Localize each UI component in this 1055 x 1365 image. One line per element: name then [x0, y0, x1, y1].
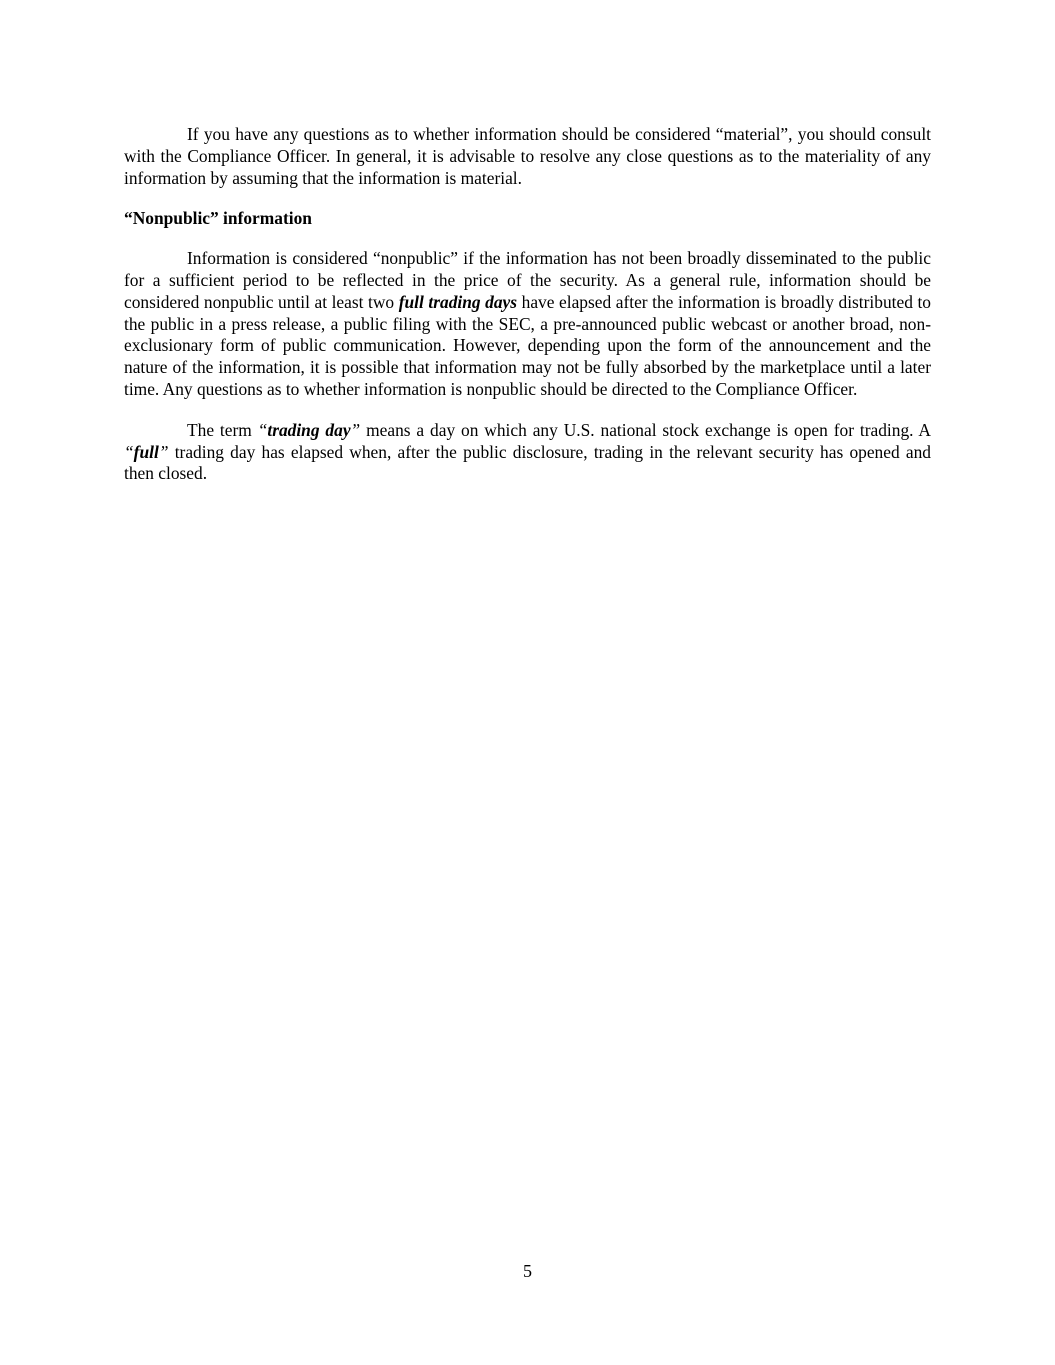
paragraph-text: have elapsed after the information is broadly distributed to the public in a press release, a public filing with the SEC, a pre-announced public webcast or another broad, non-exclusionary form of public communication. However, depending upon the form of the announcement and the nature of the information, it is possible that information may not be fully absorbed by the marketplace until a later time. Any questions as to whether information is nonpublic should be directed to the Compliance Officer. [124, 291, 931, 399]
paragraph-text: means a day on which any U.S. national stock exchange is open for trading. A [360, 419, 931, 440]
paragraph-text: Information is considered “nonpublic” if the information has not been broadly disseminated to the public for a sufficient period to be reflected in the price of the security. As a general rule, information should be considered nonpublic until at least two [124, 248, 931, 312]
quote-mark: ” [350, 419, 361, 440]
paragraph-trading-day-definition [124, 420, 931, 485]
quote-mark: “ [257, 419, 268, 440]
term-trading-day: trading day [267, 419, 351, 440]
section-heading-nonpublic: “Nonpublic” information [124, 208, 312, 229]
quote-mark: “ [124, 441, 134, 462]
document-body [124, 124, 931, 485]
term-full: full [133, 441, 159, 462]
emphasis-full-trading-days: full trading days [398, 291, 518, 312]
paragraph-text: The term [187, 419, 258, 440]
paragraph-text: trading day has elapsed when, after the public disclosure, trading in the relevant security has opened and then closed. [124, 441, 931, 484]
paragraph-nonpublic-definition [124, 248, 931, 401]
paragraph-materiality-questions: If you have any questions as to whether information should be considered “material”, you should consult with the Compliance Officer. In general, it is advisable to resolve any close questions as to the materiality of any information by assuming that the information is material. [124, 124, 931, 188]
page-number: 5 [523, 1261, 532, 1281]
quote-mark: ” [158, 441, 169, 462]
